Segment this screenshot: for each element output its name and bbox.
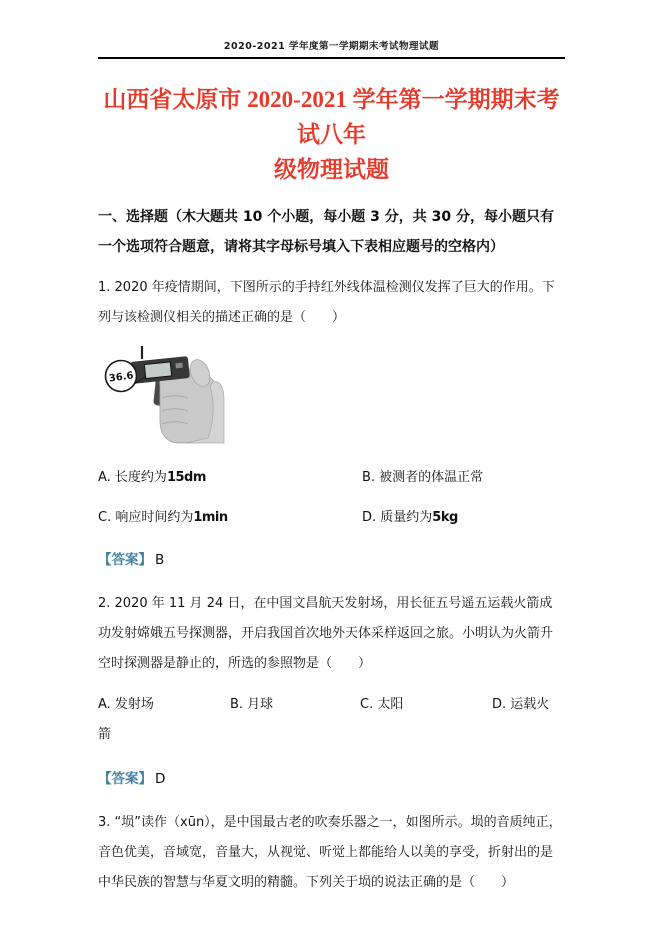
answer-label: 【答案】: [98, 771, 152, 787]
option-d: [362, 506, 458, 525]
question-1: [98, 273, 565, 568]
option-c: C. 太阳: [360, 697, 404, 712]
question-1-options: [98, 466, 565, 546]
option-d-bold: 5kg: [432, 510, 458, 525]
option-a: A. 发射场: [98, 697, 154, 712]
option-a: [98, 466, 362, 485]
thermometer-figure: [100, 342, 565, 452]
thermometer-photo-illustration: [100, 342, 232, 448]
document-title-line2: 级物理试题: [274, 157, 389, 182]
section-heading: 一、选择题（木大题共 10 个小题，每小题 3 分，共 30 分，每小题只有一个选项符合题意，请将其字母标号填入下表相应题号的空格内）: [98, 209, 554, 255]
thermometer-display: [144, 362, 171, 379]
option-d-text: D. 质量约为: [362, 510, 433, 525]
document-content: [0, 38, 661, 898]
question-1-answer: [98, 548, 565, 568]
option-a-text: A. 长度约为: [98, 470, 167, 485]
option-d: D. 运载火: [492, 697, 550, 712]
option-c: [98, 506, 362, 525]
question-1-stem: 1. 2020 年疫情期间，下图所示的手持红外线体温检测仪发挥了巨大的作用。下列与该检测仪相关的描述正确的是（ ）: [98, 280, 555, 325]
bubble-value: 36.6: [108, 370, 135, 385]
question-2: [98, 589, 565, 787]
option-c-bold: 1min: [193, 510, 228, 525]
option-b-text: B. 被测者的体温正常: [362, 470, 484, 485]
answer-value: D: [155, 771, 166, 787]
option-c-text: C. 响应时间约为: [98, 510, 194, 525]
question-2-options: [98, 690, 565, 720]
question-3-stem: 3. “埙”读作（xūn），是中国最古老的吹奏乐器之一，如图所示。埙的音质纯正，音色优美，音域宽，音量大，从视觉、听觉上都能给人以美的享受，折射出的是中华民族的智慧与华夏文明的精髓。下列关于埙的说法正确的是（ ）: [98, 815, 562, 890]
option-d-wrapped-text: 箭: [98, 727, 112, 742]
document-title: [98, 82, 565, 187]
option-a-bold: 15dm: [166, 470, 206, 485]
answer-label: 【答案】: [98, 552, 152, 568]
question-2-answer: [98, 767, 565, 787]
option-b: [362, 466, 483, 485]
question-2-stem: 2. 2020 年 11 月 24 日，在中国文昌航天发射场，用长征五号遥五运载火箭成功发射嫦娥五号探测器，开启我国首次地外天体采样返回之旅。小明认为火箭升空时探测器是静止的，所选的参照物是（ ）: [98, 596, 554, 671]
option-b: B. 月球: [230, 697, 274, 712]
option-row: [98, 466, 565, 506]
page-header-text: 2020-2021 学年度第一学期期末考试物理试题: [98, 38, 565, 59]
document-title-line1: 山西省太原市 2020-2021 学年第一学期期末考试八年: [103, 87, 560, 147]
option-row: [98, 506, 565, 546]
answer-value: B: [155, 552, 165, 568]
thermometer-button: [175, 363, 182, 369]
question-3: [98, 808, 565, 898]
